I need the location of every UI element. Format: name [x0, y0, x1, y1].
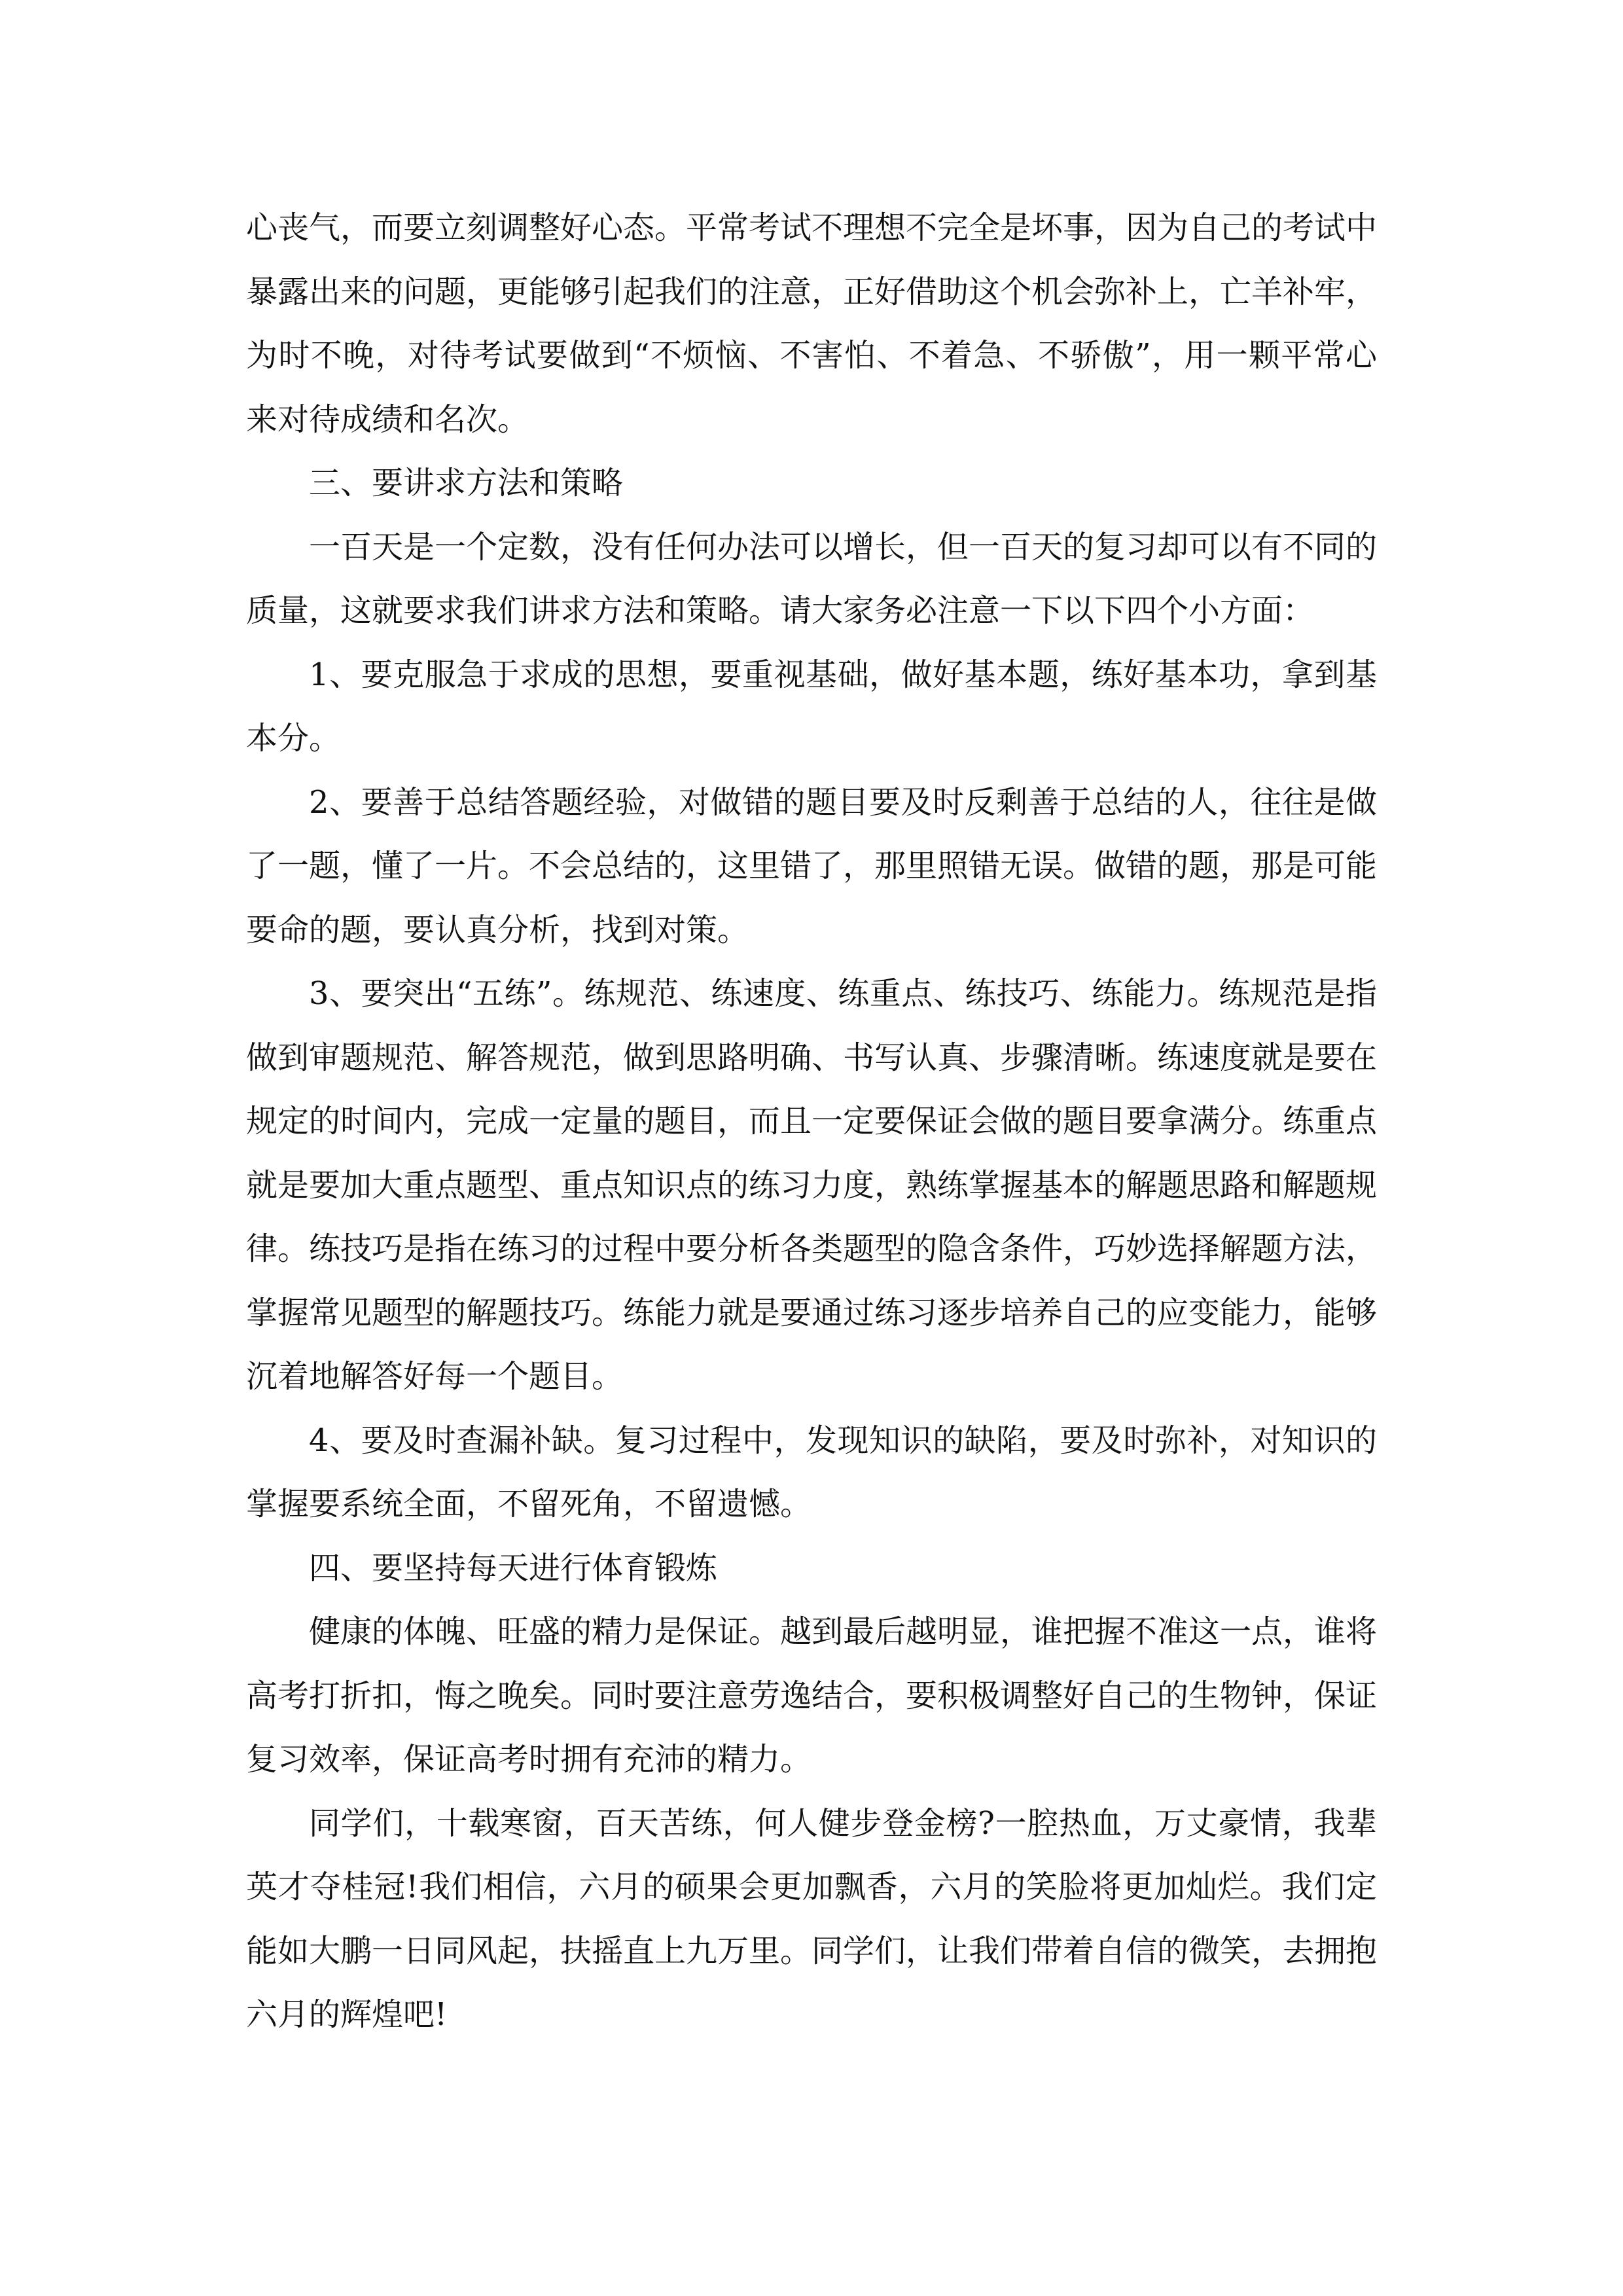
document-body	[246, 196, 1377, 2047]
list-item-point-3: 3、要突出“五练”。练规范、练速度、练重点、练技巧、练能力。练规范是指做到审题规范、解答规范，做到思路明确、书写认真、步骤清晰。练速度就是要在规定的时间内，完成一定量的题目，而且一定要保证会做的题目要拿满分。练重点就是要加大重点题型、重点知识点的练习力度，熟练掌握基本的解题思路和解题规律。练技巧是指在练习的过程中要分析各类题型的隐含条件，巧妙选择解题方法，掌握常见题型的解题技巧。练能力就是要通过练习逐步培养自己的应变能力，能够沉着地解答好每一个题目。	[246, 975, 1378, 1395]
list-item-point-2: 2、要善于总结答题经验，对做错的题目要及时反剩善于总结的人，往往是做了一题，懂了一片。不会总结的，这里错了，那里照错无误。做错的题，那是可能要命的题，要认真分析，找到对策。	[246, 783, 1378, 948]
paragraph-closing: 同学们，十载寒窗，百天苦练，何人健步登金榜?一腔热血，万丈豪情，我辈英才夺桂冠!我们相信，六月的硕果会更加飘香，六月的笑脸将更加灿烂。我们定能如大鹏一日同风起，扶摇直上九万里。同学们，让我们带着自信的微笑，去拥抱六月的辉煌吧!	[246, 1804, 1378, 2033]
paragraph-methods-intro: 一百天是一个定数，没有任何办法可以增长，但一百天的复习却可以有不同的质量，这就要求我们讲求方法和策略。请大家务必注意一下以下四个小方面：	[246, 528, 1378, 629]
paragraph-continuation: 心丧气，而要立刻调整好心态。平常考试不理想不完全是坏事，因为自己的考试中暴露出来的问题，更能够引起我们的注意，正好借助这个机会弥补上，亡羊补牢，为时不晚，对待考试要做到“不烦恼、不害怕、不着急、不骄傲”，用一颗平常心来对待成绩和名次。	[246, 209, 1378, 438]
list-item-point-4: 4、要及时查漏补缺。复习过程中，发现知识的缺陷，要及时弥补，对知识的掌握要系统全面，不留死角，不留遗憾。	[246, 1422, 1377, 1522]
list-item-point-1: 1、要克服急于求成的思想，要重视基础，做好基本题，练好基本功，拿到基本分。	[246, 656, 1377, 757]
paragraph-health: 健康的体魄、旺盛的精力是保证。越到最后越明显，谁把握不准这一点，谁将高考打折扣，悔之晚矣。同时要注意劳逸结合，要积极调整好自己的生物钟，保证复习效率，保证高考时拥有充沛的精力。	[246, 1613, 1378, 1778]
section-heading-exercise: 四、要坚持每天进行体育锻炼	[309, 1549, 718, 1587]
section-heading-methods: 三、要讲求方法和策略	[309, 465, 624, 501]
